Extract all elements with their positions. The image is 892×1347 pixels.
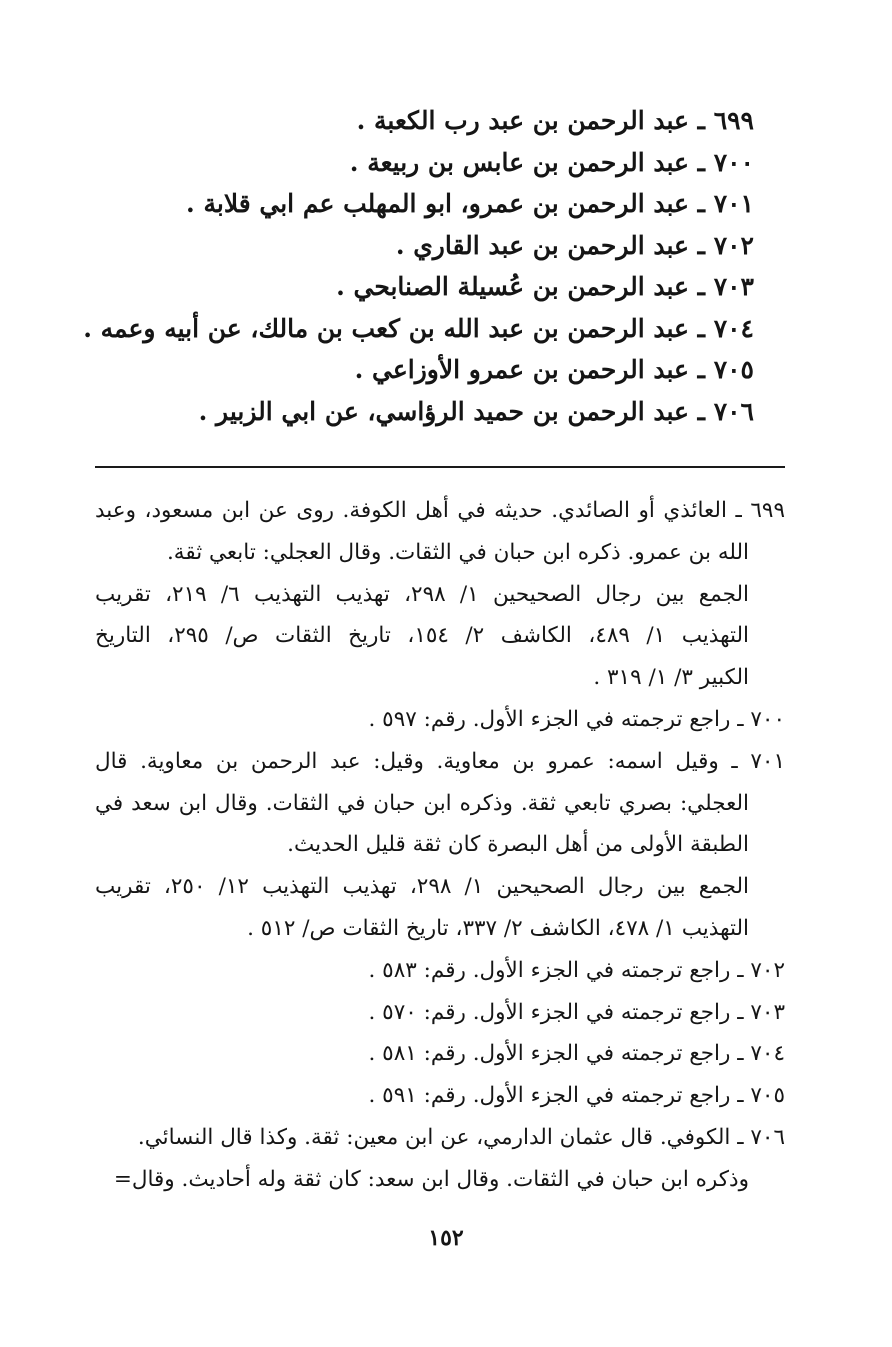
footnote-line: ٧٠٦ ـ الكوفي. قال عثمان الدارمي، عن ابن معين: ثقة. وكذا قال النسائي. — [137, 1124, 785, 1150]
footnote-line: ٧٠٣ ـ راجع ترجمته في الجزء الأول. رقم: ٥٧٠ . — [368, 999, 785, 1025]
footnote-line: ٧٠٢ ـ راجع ترجمته في الجزء الأول. رقم: ٥٨٣ . — [368, 957, 785, 983]
narrator-entry: ٧٠١ ـ عبد الرحمن بن عمرو، ابو المهلب عم ابي قلابة . — [186, 189, 754, 218]
narrator-entry: ٧٠٠ ـ عبد الرحمن بن عابس بن ربيعة . — [349, 147, 754, 177]
footnote-divider — [95, 466, 785, 468]
narrator-entry: ٧٠٣ ـ عبد الرحمن بن عُسيلة الصنابحي . — [336, 272, 754, 301]
narrator-entry: ٦٩٩ ـ عبد الرحمن بن عبد رب الكعبة . — [356, 106, 754, 135]
narrator-entry: ٧٠٦ ـ عبد الرحمن بن حميد الرؤاسي، عن ابي الزبير . — [198, 396, 754, 426]
footnote-line: ٧٠٤ ـ راجع ترجمته في الجزء الأول. رقم: ٥٨١ . — [368, 1041, 785, 1067]
narrator-entry: ٧٠٥ ـ عبد الرحمن بن عمرو الأوزاعي . — [354, 355, 754, 384]
narrator-entry: ٧٠٤ ـ عبد الرحمن بن عبد الله بن كعب بن مالك، عن أبيه وعمه . — [83, 313, 754, 343]
footnote-line: الله بن عمرو. ذكره ابن حبان في الثقات. وقال العجلي: تابعي ثقة. — [166, 539, 749, 565]
footnote-line: ٦٩٩ ـ العائذي أو الصائدي. حديثه في أهل الكوفة. روى عن ابن مسعود، وعبد — [95, 498, 785, 523]
footnote-line: ٧٠٥ ـ راجع ترجمته في الجزء الأول. رقم: ٥٩١ . — [368, 1083, 785, 1109]
footnote-line: العجلي: بصري تابعي ثقة. وذكره ابن حبان في الثقات. وقال ابن سعد في — [95, 790, 749, 816]
footnote-line: التهذيب ١/ ٤٨٩، الكاشف ٢/ ١٥٤، تاريخ الثقات ص/ ٢٩٥، التاريخ — [95, 623, 749, 649]
narrator-list — [83, 100, 754, 432]
footnote-line: الكبير ٣/ ١/ ٣١٩ . — [593, 665, 749, 691]
footnote-line: الجمع بين رجال الصحيحين ١/ ٢٩٨، تهذيب التهذيب ٦/ ٢١٩، تقريب — [95, 581, 749, 607]
footnote-line: التهذيب ١/ ٤٧٨، الكاشف ٢/ ٣٣٧، تاريخ الثقات ص/ ٥١٢ . — [247, 915, 749, 941]
footnote-line: الجمع بين رجال الصحيحين ١/ ٢٩٨، تهذيب التهذيب ١٢/ ٢٥٠، تقريب — [95, 874, 749, 900]
footnote-line: الطبقة الأولى من أهل البصرة كان ثقة قليل الحديث. — [287, 832, 749, 858]
narrator-entry: ٧٠٢ ـ عبد الرحمن بن عبد القاري . — [395, 230, 754, 260]
footnote-line: ٧٠١ ـ وقيل اسمه: عمرو بن معاوية. وقيل: عبد الرحمن بن معاوية. قال — [95, 748, 785, 774]
footnote-line: ٧٠٠ ـ راجع ترجمته في الجزء الأول. رقم: ٥٩٧ . — [368, 706, 785, 732]
page-number: ١٥٢ — [428, 1225, 464, 1251]
footnotes — [95, 490, 785, 1201]
footnote-line: وذكره ابن حبان في الثقات. وقال ابن سعد: كان ثقة وله أحاديث. وقال= — [113, 1166, 749, 1192]
